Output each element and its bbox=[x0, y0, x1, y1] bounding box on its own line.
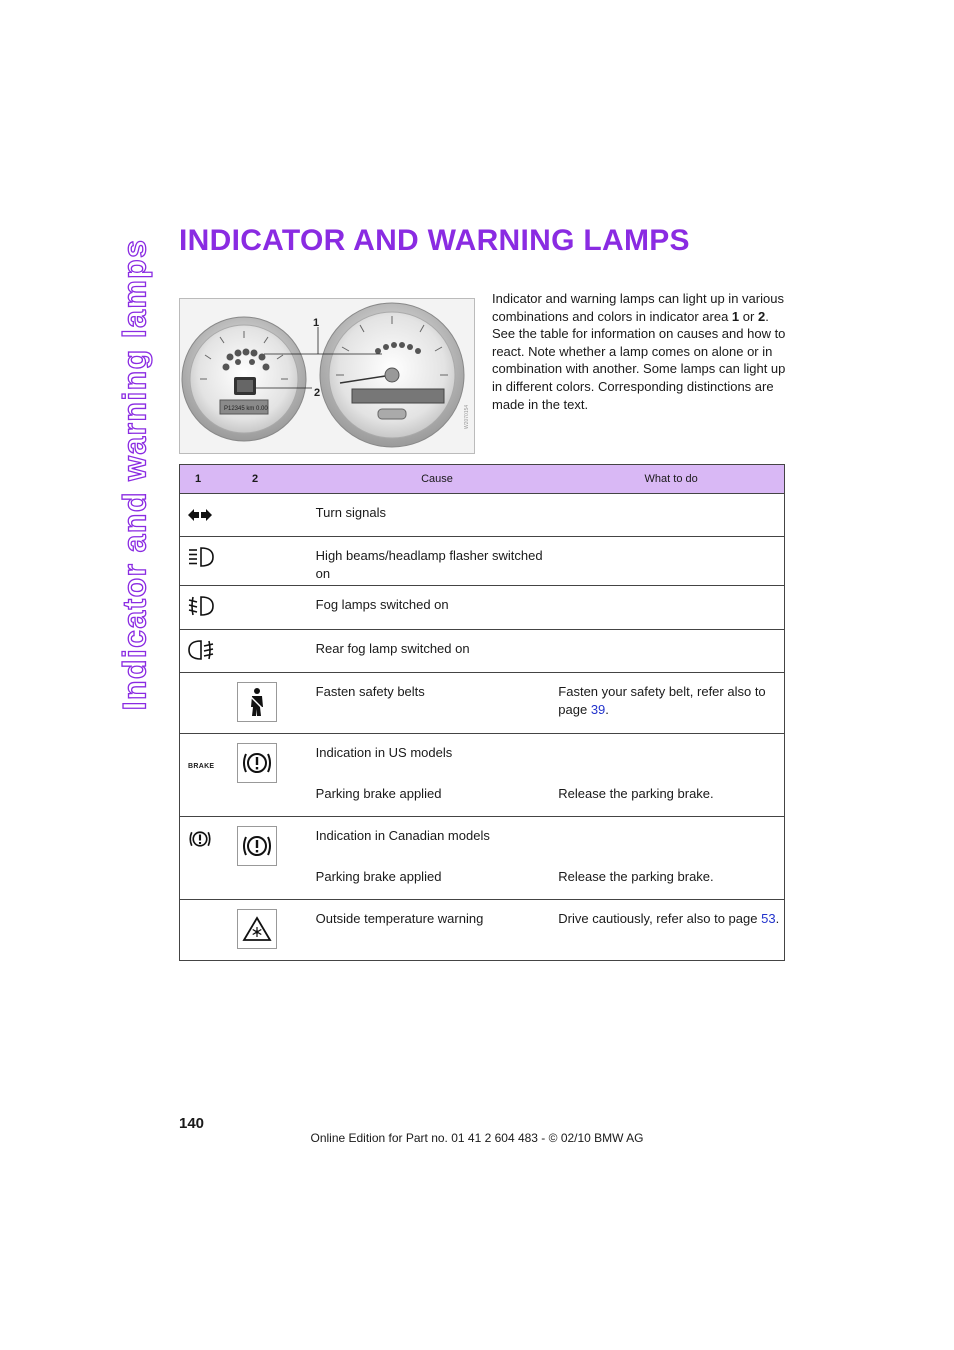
instrument-cluster-illustration bbox=[180, 299, 474, 453]
cause-cell: Fog lamps switched on bbox=[316, 586, 559, 630]
page-number: 140 bbox=[179, 1115, 205, 1132]
table-row bbox=[180, 900, 785, 961]
table-row bbox=[180, 630, 785, 673]
outside-temperature-warning-icon bbox=[242, 916, 272, 942]
action-cell: Release the parking brake. bbox=[558, 817, 784, 900]
callout-2-label: 2 bbox=[314, 387, 321, 399]
page-link-53[interactable]: 53 bbox=[761, 911, 776, 926]
footer: Online Edition for Part no. 01 41 2 604 483 - © 02/10 BMW AG bbox=[310, 1131, 644, 1145]
cause-cell: Turn signals bbox=[316, 494, 559, 537]
header-col-1: 1 bbox=[180, 465, 238, 494]
table-row bbox=[180, 734, 785, 817]
turn-signal-arrows-icon bbox=[188, 509, 212, 521]
fog-lamp-icon bbox=[188, 596, 214, 616]
table-header-row bbox=[180, 465, 785, 494]
parking-brake-icon bbox=[188, 829, 212, 849]
table-row bbox=[180, 817, 785, 900]
cause-cell: Fasten safety belts bbox=[316, 673, 559, 734]
action-cell: Release the parking brake. bbox=[558, 734, 784, 817]
brake-text-indicator: BRAKE bbox=[188, 763, 215, 770]
cause-cell: Indication in Canadian models Parking brake applied bbox=[316, 817, 559, 900]
image-code: W2070154 bbox=[464, 404, 470, 429]
outside-temperature-indicator bbox=[237, 909, 277, 949]
page-link-39[interactable]: 39 bbox=[590, 701, 606, 717]
cause-cell: Rear fog lamp switched on bbox=[316, 630, 559, 673]
lcd-display-text: P12345 km 0.00 bbox=[224, 406, 268, 412]
rear-fog-lamp-icon bbox=[188, 640, 214, 660]
instrument-cluster-figure bbox=[179, 298, 475, 454]
lamps-table bbox=[179, 464, 785, 961]
header-what-to-do: What to do bbox=[558, 465, 784, 494]
page-title: INDICATOR AND WARNING LAMPS bbox=[179, 224, 690, 257]
table-row bbox=[180, 586, 785, 630]
parking-brake-indicator bbox=[237, 826, 277, 866]
header-cause: Cause bbox=[316, 465, 559, 494]
table-row bbox=[180, 673, 785, 734]
header-col-2: 2 bbox=[237, 465, 316, 494]
high-beam-icon bbox=[188, 547, 214, 567]
action-cell: Fasten your safety belt, refer also to page 39. bbox=[558, 673, 784, 734]
cause-cell: Indication in US models Parking brake applied bbox=[316, 734, 559, 817]
callout-1-label: 1 bbox=[313, 317, 320, 329]
action-cell: Drive cautiously, refer also to page 53. bbox=[558, 900, 784, 961]
table-row bbox=[180, 494, 785, 537]
parking-brake-icon bbox=[241, 833, 273, 859]
side-section-title: Indicator and warning lamps bbox=[116, 238, 153, 710]
cause-cell: Outside temperature warning bbox=[316, 900, 559, 961]
parking-brake-icon bbox=[241, 750, 273, 776]
intro-paragraph: Indicator and warning lamps can light up in various combinations and colors in indicator area 1 or 2. See the table for information on causes and how to react. Note whether a lamp comes on alone or in combination with another. Some lamps can light up in different colors. Corresponding distinctions are made in the text. bbox=[492, 291, 786, 412]
cause-cell: High beams/headlamp flasher switched on bbox=[316, 537, 559, 586]
seat-belt-indicator bbox=[237, 682, 277, 722]
seat-belt-icon bbox=[245, 687, 269, 717]
parking-brake-indicator bbox=[237, 743, 277, 783]
table-row bbox=[180, 537, 785, 586]
